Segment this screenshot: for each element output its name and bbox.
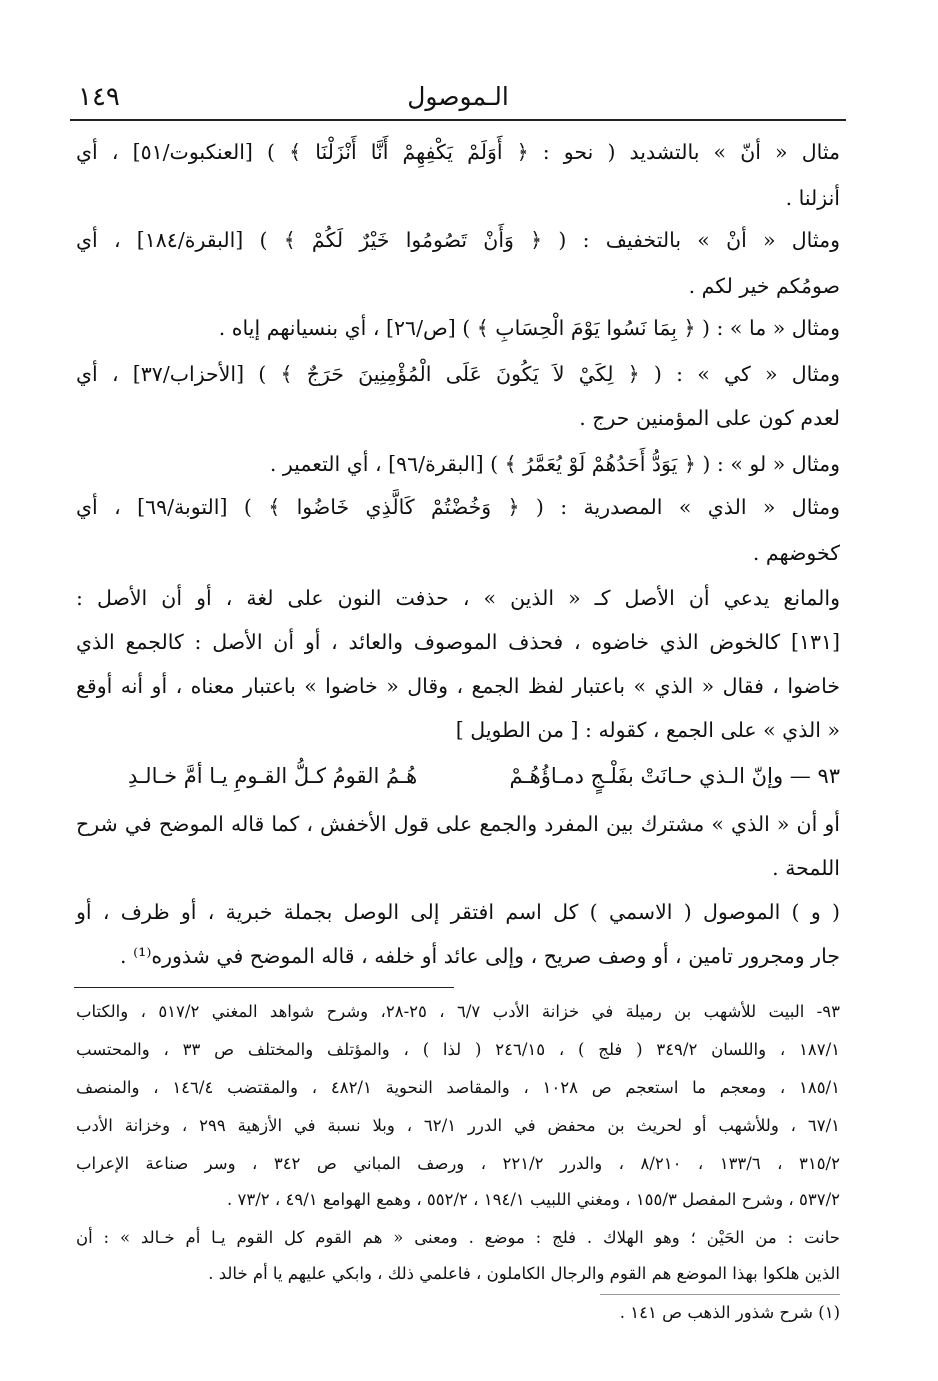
footnote-separator bbox=[600, 1294, 840, 1295]
footnote-line: ٦٧/١ ، وللأشهب أو لحريث بن محفض في الدرر ٦٢/١ ، وبلا نسبة في الأزهية ٢٩٩ ، وخزانة الأدب bbox=[76, 1116, 841, 1135]
text-line: ( و ) الموصول ( الاسمي ) كل اسم افتقر إلى الوصل بجملة خبرية ، أو ظرف ، أو bbox=[76, 900, 840, 924]
text-line: ومثال « الذي » المصدرية : ( ﴿ وَخُضْتُمْ كَالَّذِي خَاضُوا ﴾ ) [التوبة/٦٩] ، أي bbox=[76, 495, 841, 519]
running-title: الـموصول bbox=[407, 82, 509, 111]
footnote-rule bbox=[74, 987, 454, 988]
text-line: ومثال « أنْ » بالتخفيف : ( ﴿ وَأَنْ تَصُومُوا خَيْرٌ لَكُمْ ﴾ ) [البقرة/١٨٤] ، أي bbox=[76, 228, 840, 252]
header-rule bbox=[70, 119, 846, 121]
footnote-line: ٣١٥/٢ ، ١٣٣/٦ ، ٨/٢١٠ ، والدرر ٢٢١/٢ ، ورصف المباني ص ٣٤٢ ، وسر صناعة الإعراب bbox=[76, 1154, 840, 1173]
footnote-line: (١) شرح شذور الذهب ص ١٤١ . bbox=[619, 1303, 840, 1322]
text-line: خاضوا ، فقال « الذي » باعتبار لفظ الجمع ، وقال « خاضوا » باعتبار معناه ، أو أنه أوقع bbox=[76, 674, 840, 698]
text-line: أو أن « الذي » مشترك بين المفرد والجمع على قول الأخفش ، كما قاله الموضح في شرح bbox=[76, 812, 840, 836]
footnote-line: ٥٣٧/٢ ، وشرح المفصل ١٥٥/٣ ، ومغني اللبيب ١٩٤/١ ، ٥٥٢/٢ ، وهمع الهوامع ٤٩/١ ، ٧٣/٢ . bbox=[227, 1190, 840, 1209]
verse-second-hemistich: هُـمُ القومُ كـلُّ القـومِ يـا أمَّ خـالـدِ bbox=[128, 764, 418, 788]
page-number: ١٤٩ bbox=[78, 82, 120, 112]
text-line: لعدم كون على المؤمنين حرج . bbox=[579, 406, 840, 430]
text-line: مثال « أنّ » بالتشديد ( نحو : ﴿ أَوَلَمْ يَكْفِهِمْ أَنَّا أَنْزَلْنَا ﴾ ) [العنكبوت/٥١] ، أي bbox=[76, 140, 841, 164]
footnote-line: حانت : من الحَيْن ؛ وهو الهلاك . فلج : موضع . ومعنى « هم القوم كل القوم يـا أم خـالد » : أن bbox=[76, 1228, 840, 1247]
text-line: صومُكم خير لكم . bbox=[688, 274, 840, 298]
text-line: والمانع يدعي أن الأصل كـ « الذين » ، حذفت النون على لغة ، أو أن الأصل : bbox=[76, 586, 840, 610]
text-line: جار ومجرور تامين ، أو وصف صريح ، وإلى عائد أو خلفه ، قاله الموضح في شذوره⁽¹⁾ . bbox=[120, 944, 840, 968]
text-line: أنزلنا . bbox=[785, 186, 840, 210]
text-line: [١٣١] كالخوض الذي خاضوه ، فحذف الموصوف والعائد ، أو أن الأصل : كالجمع الذي bbox=[76, 630, 840, 654]
footnote-line: الذين هلكوا بهذا الموضع هم القوم والرجال الكاملون ، فاعلمي ذلك ، وابكي عليهم يا أم خالد . bbox=[208, 1264, 840, 1283]
verse-first-hemistich: ٩٣ — وإنّ الـذي حـانَتْ بفَلْـجٍ دمـاؤُهُـمْ bbox=[509, 764, 840, 788]
text-line: ومثال « لو » : ( ﴿ يَوَدُّ أَحَدُهُمْ لَوْ يُعَمَّرُ ﴾ ) [البقرة/٩٦] ، أي التعمير . bbox=[269, 452, 840, 476]
text-line: اللمحة . bbox=[772, 856, 840, 880]
text-line: كخوضهم . bbox=[752, 541, 840, 565]
footnote-line: ٩٣- البيت للأشهب بن رميلة في خزانة الأدب ٦/٧ ، ٢٥-٢٨، وشرح شواهد المغني ٥١٧/٢ ، والكتاب bbox=[76, 1002, 840, 1021]
footnote-line: ١٨٧/١ ، واللسان ٣٤٩/٢ ( فلج ) ، ٢٤٦/١٥ ( لذا ) ، والمؤتلف والمختلف ص ٣٣ ، والمحتسب bbox=[76, 1040, 840, 1059]
text-line: « الذي » على الجمع ، كقوله : [ من الطويل ] bbox=[455, 718, 840, 742]
text-line: ومثال « ما » : ( ﴿ بِمَا نَسُوا يَوْمَ الْحِسَابِ ﴾ ) [ص/٢٦] ، أي بنسيانهم إياه . bbox=[218, 316, 840, 340]
text-line: ومثال « كي » : ( ﴿ لِكَيْ لاَ يَكُونَ عَلَى الْمُؤْمِنِينَ حَرَجٌ ﴾ ) [الأحزاب/٣٧] ، أي bbox=[76, 362, 840, 386]
page-header bbox=[70, 78, 846, 118]
footnote-line: ١٨٥/١ ، ومعجم ما استعجم ص ١٠٢٨ ، والمقاصد النحوية ٤٨٢/١ ، والمقتضب ١٤٦/٤ ، والمنصف bbox=[76, 1078, 840, 1097]
